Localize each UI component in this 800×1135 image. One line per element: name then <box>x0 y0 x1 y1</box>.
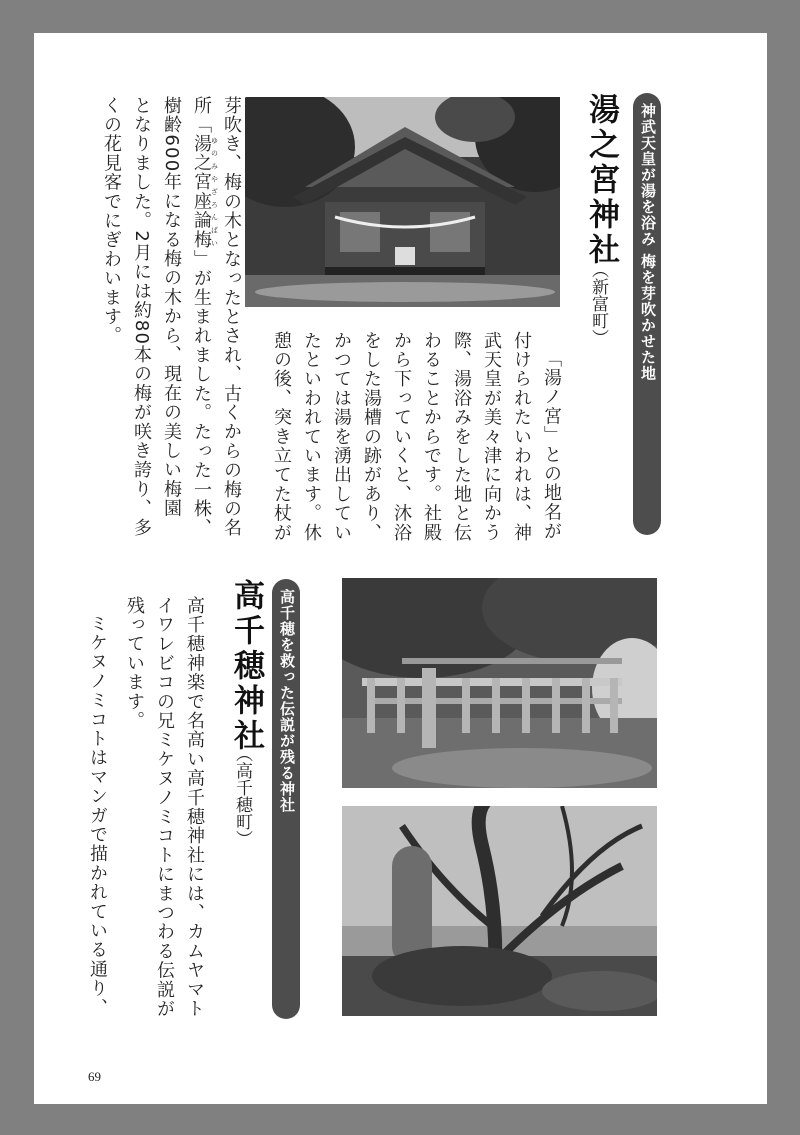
shrine-building-photo <box>245 97 560 307</box>
s2-line-4: ミケヌノミコトはマンガで描かれている通り、 <box>87 614 108 1018</box>
s1-ruby-word: 湯之宮座論梅ゆのみやざろんばい <box>191 134 219 250</box>
s1-line-7: をした湯槽の跡があり、 <box>361 331 382 543</box>
s1-line-2: 付けられたいわれは、神 <box>511 331 532 543</box>
s2-line-1: 高千穂神楽で名高い高千穂神社には、カムヤマト <box>184 596 205 1019</box>
section2-tag: 高千穂を救った伝説が残る神社 <box>272 579 300 1019</box>
s1-line-6: から下っていくと、沐浴 <box>391 331 412 543</box>
s1-line-5: わることからです。社殿 <box>421 331 442 543</box>
stone-monument-photo <box>342 806 657 1016</box>
s1-line-9: たといわれています。休 <box>301 331 322 543</box>
section1-title: 湯之宮神社 <box>583 93 619 268</box>
s1-line-15: くの花見客でにぎわいます。 <box>101 96 122 346</box>
page <box>34 33 767 1104</box>
s1-line-11: 芽吹き、梅の木となったとされ、古くからの梅の名 <box>221 96 242 538</box>
s1-line-3: 武天皇が美々津に向かう <box>481 331 502 543</box>
s1-line-8: かつては湯を湧出してい <box>331 331 352 543</box>
s1-line-10: 憩の後、突き立てた杖が <box>271 331 292 543</box>
s1-line-12: 所「湯之宮座論梅ゆのみやざろんばい」が生まれました。たった一株、 <box>191 96 219 538</box>
section2-title: 高千穂神社 <box>228 579 264 754</box>
section2-location: （高千穂町） <box>232 745 252 847</box>
s2-line-2: イワレビコの兄ミケヌノミコトにまつわる伝説が <box>154 596 175 1019</box>
section1-tag: 神武天皇が湯を浴み 梅を芽吹かせた地 <box>633 93 661 535</box>
section1-location: （新富町） <box>588 261 608 346</box>
wooden-fence-photo <box>342 578 657 788</box>
page-number: 69 <box>88 1069 101 1084</box>
s1-line-13: 樹齢600年になる梅の木から、現在の美しい梅園 <box>161 96 182 518</box>
s1-line-1: 「湯ノ宮」との地名が <box>541 349 562 541</box>
s1-line-14: となりました。2月には約80本の梅が咲き誇り、多 <box>131 96 152 538</box>
s2-line-3: 残っています。 <box>124 596 145 731</box>
s1-line-4: 際、湯浴みをした地と伝 <box>451 331 472 543</box>
